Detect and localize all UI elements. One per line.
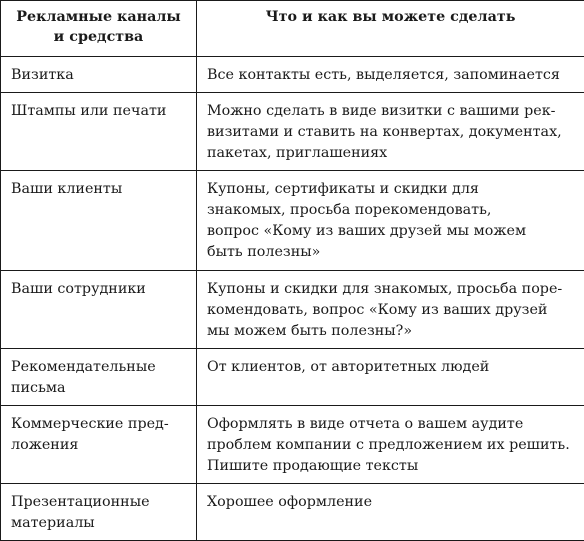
table-row [1,171,584,271]
action-cell: Купоны, сертификаты и скидки для знакомых, просьба порекомендовать, вопрос «Кому из ваших друзей мы можем быть полезны» [197,171,584,271]
channel-cell: Презентационные материалы [1,484,197,541]
action-cell: Можно сделать в виде визитки с вашими рек- визитами и ставить на конвертах, документах, пакетах, приглашениях [197,93,584,171]
action-cell: Оформлять в виде отчета о вашем аудите проблем компании с предложением их решить. Пишите продающие тексты [197,406,584,484]
action-cell: Все контакты есть, выделяется, запоминается [197,57,584,93]
channel-cell: Штампы или печати [1,93,197,171]
table-row [1,271,584,349]
channel-cell: Визитка [1,57,197,93]
channel-cell: Коммерческие пред- ложения [1,406,197,484]
channel-cell: Ваши клиенты [1,171,197,271]
action-cell: Хорошее оформление [197,484,584,541]
column-header-actions: Что и как вы можете сделать [197,1,584,57]
channel-cell: Ваши сотрудники [1,271,197,349]
action-cell: От клиентов, от авторитетных людей [197,349,584,406]
table-row [1,57,584,93]
action-cell: Купоны и скидки для знакомых, просьба поре- комендовать, вопрос «Кому из ваших друзей мы можем быть полезны?» [197,271,584,349]
table-row [1,93,584,171]
table-row [1,349,584,406]
table-row [1,406,584,484]
table-header-row [1,1,584,57]
column-header-channels: Рекламные каналы и средства [1,1,197,57]
channel-cell: Рекомендательные письма [1,349,197,406]
table-row [1,484,584,541]
